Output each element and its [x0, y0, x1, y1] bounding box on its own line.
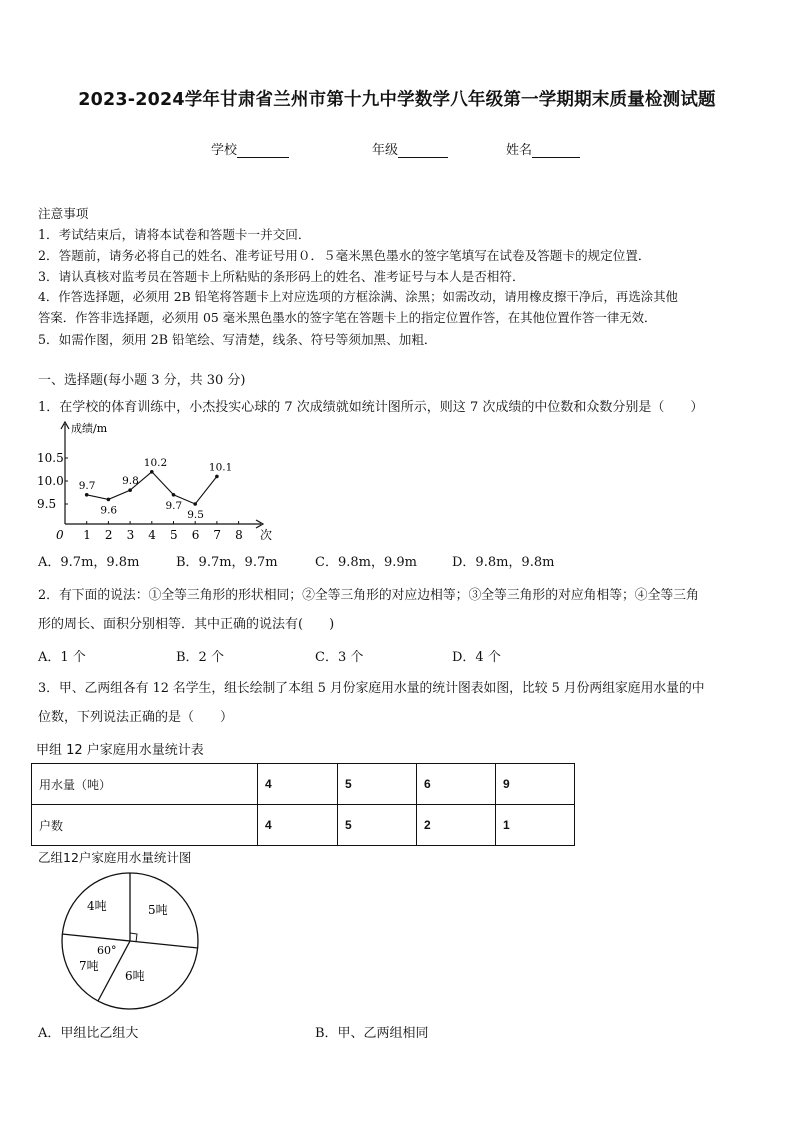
- exam-title: 2023-2024学年甘肃省兰州市第十九中学数学八年级第一学期期末质量检测试题: [78, 90, 716, 110]
- grade-field: [372, 139, 448, 158]
- notice-item: 4．作答选择题，必须用 2B 铅笔将答题卡上对应选项的方框涂满、涂黑；如需改动，请用橡皮擦干净后，再选涂其他: [38, 289, 678, 304]
- pie-label-angle: 60°: [97, 944, 117, 957]
- data-label: 9.7: [165, 499, 183, 512]
- data-label: 9.7: [78, 479, 96, 492]
- table-cell: 5: [338, 764, 417, 805]
- notice-item: 5．如需作图，须用 2B 铅笔绘、写清楚，线条、符号等须加黑、加粗．: [38, 332, 437, 347]
- grade-blank[interactable]: [398, 143, 448, 158]
- question-2-stem: 形的周长、面积分别相等．其中正确的说法有( ): [38, 617, 335, 632]
- grade-label: 年级: [372, 143, 399, 158]
- school-blank[interactable]: [237, 143, 289, 158]
- y-tick-label: 10.5: [37, 451, 64, 465]
- q1-line-chart: [35, 418, 275, 543]
- x-tick-label: 1: [83, 528, 91, 542]
- x-tick-label: 3: [126, 528, 135, 542]
- x-tick-label: 5: [170, 528, 178, 542]
- q3-option-b[interactable]: B．甲、乙两组相同: [315, 1026, 429, 1041]
- table-cell: 1: [496, 805, 575, 846]
- name-label: 姓名: [506, 143, 533, 158]
- table-row: [32, 805, 575, 846]
- q2-option-c[interactable]: C．3 个: [315, 650, 364, 665]
- table-cell: 4: [258, 805, 338, 846]
- q1-option-c[interactable]: C．9.8m，9.9m: [315, 555, 417, 570]
- pie-radius: [130, 941, 198, 948]
- table-cell: 6: [417, 764, 496, 805]
- data-label: 9.6: [100, 504, 118, 517]
- x-tick-label: 4: [148, 528, 156, 542]
- pie-caption: 乙组12户家庭用水量统计图: [38, 850, 192, 865]
- question-1-stem: 1．在学校的体育训练中，小杰投实心球的 7 次成绩就如统计图所示，则这 7 次成绩的中位数和众数分别是（ ）: [38, 400, 704, 415]
- notice-item: 2．答题前，请务必将自己的姓名、准考证号用０．５毫米黑色墨水的签字笔填写在试卷及答题卡的规定位置．: [38, 248, 651, 263]
- data-label: 9.5: [187, 509, 204, 521]
- y-tick-label: 9.5: [37, 497, 57, 511]
- q3-option-a[interactable]: A．甲组比乙组大: [38, 1026, 139, 1041]
- table-cell: 户数: [32, 805, 258, 846]
- y-tick-label: 10.0: [37, 474, 64, 488]
- notice-heading: 注意事项: [38, 206, 89, 221]
- x-tick-label: 2: [104, 528, 113, 542]
- origin-label: 0: [56, 528, 64, 542]
- data-point: [128, 488, 132, 492]
- data-point: [172, 493, 176, 497]
- x-tick-label: 7: [213, 528, 222, 542]
- section-title: 一、选择题(每小题 3 分，共 30 分): [38, 373, 246, 388]
- question-2-stem: 2．有下面的说法：①全等三角形的形状相同；②全等三角形的对应边相等；③全等三角形的对应角相等；④全等三角: [38, 588, 699, 603]
- y-axis-label: 成绩/m: [71, 422, 108, 435]
- data-label: 10.1: [208, 461, 233, 474]
- q1-option-b[interactable]: B．9.7m，9.7m: [176, 555, 278, 570]
- question-3-stem: 3．甲、乙两组各有 12 名学生，组长绘制了本组 5 月份家庭用水量的统计图表如图，比较 5 月份两组家庭用水量的中: [38, 681, 705, 696]
- name-field: [506, 139, 580, 158]
- data-point: [193, 502, 197, 506]
- table-cell: 2: [417, 805, 496, 846]
- q2-option-b[interactable]: B．2 个: [176, 650, 224, 665]
- notice-item: 3．请认真核对监考员在答题卡上所粘贴的条形码上的姓名、准考证号与本人是否相符．: [38, 269, 525, 284]
- data-label: 10.2: [143, 456, 168, 469]
- x-axis-label: 次: [260, 528, 273, 542]
- data-point: [107, 498, 111, 502]
- school-label: 学校: [211, 143, 238, 158]
- q1-option-a[interactable]: A．9.7m，9.8m: [38, 555, 140, 570]
- pie-label-7t: 7吨: [79, 959, 99, 973]
- table-row: [32, 764, 575, 805]
- table-cell: 5: [338, 805, 417, 846]
- data-point: [150, 470, 154, 474]
- pie-radius: [62, 934, 130, 941]
- notice-item: 1．考试结束后，请将本试卷和答题卡一并交回．: [38, 227, 311, 242]
- x-tick-label: 8: [235, 528, 243, 542]
- q3-pie-chart: [55, 866, 205, 1016]
- pie-label-4t: 4吨: [87, 899, 107, 913]
- q2-option-d[interactable]: D．4 个: [452, 650, 501, 665]
- q2-option-a[interactable]: A．1 个: [38, 650, 86, 665]
- table-cell: 9: [496, 764, 575, 805]
- data-point: [85, 493, 89, 497]
- table-cell: 用水量（吨）: [32, 764, 258, 805]
- pie-label-6t: 6吨: [125, 969, 145, 983]
- series-line: [87, 472, 217, 504]
- q1-option-d[interactable]: D．9.8m，9.8m: [452, 555, 555, 570]
- school-field: [211, 139, 289, 158]
- x-tick-label: 6: [191, 528, 200, 542]
- water-usage-table: [31, 763, 575, 846]
- data-point: [215, 475, 219, 479]
- question-3-stem: 位数，下列说法正确的是（ ）: [38, 710, 234, 725]
- pie-label-5t: 5吨: [148, 903, 168, 917]
- notice-item: 答案．作答非选择题，必须用 05 毫米黑色墨水的签字笔在答题卡上的指定位置作答，在其他位置作答一律无效．: [38, 310, 657, 325]
- table-caption: 甲组 12 户家庭用水量统计表: [36, 743, 204, 758]
- data-label: 9.8: [122, 475, 139, 488]
- name-blank[interactable]: [532, 143, 580, 158]
- table-cell: 4: [258, 764, 338, 805]
